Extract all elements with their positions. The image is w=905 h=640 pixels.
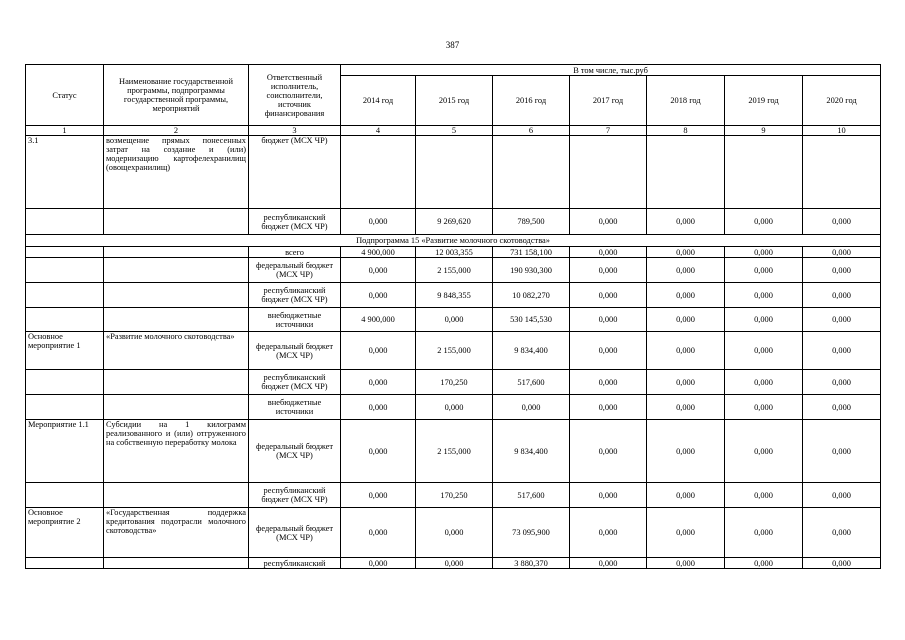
- header-year: 2014 год: [341, 76, 416, 126]
- value-cell: 0,000: [647, 308, 725, 332]
- header-year: 2015 год: [416, 76, 493, 126]
- status-cell: Основное мероприятие 2: [26, 508, 104, 558]
- column-index: 3: [249, 126, 341, 136]
- source-cell: республиканский бюджет (МСХ ЧР): [249, 370, 341, 395]
- column-index: 1: [26, 126, 104, 136]
- column-index: 4: [341, 126, 416, 136]
- value-cell: 0,000: [416, 558, 493, 569]
- column-index: 10: [803, 126, 881, 136]
- header-year: 2018 год: [647, 76, 725, 126]
- value-cell: 0,000: [647, 483, 725, 508]
- value-cell: 0,000: [341, 283, 416, 308]
- value-cell: 0,000: [341, 483, 416, 508]
- value-cell: 0,000: [647, 395, 725, 420]
- column-index: 2: [104, 126, 249, 136]
- table-row: [26, 483, 881, 508]
- value-cell: 0,000: [341, 558, 416, 569]
- name-cell: [104, 395, 249, 420]
- value-cell: 0,000: [493, 395, 570, 420]
- header-year: 2020 год: [803, 76, 881, 126]
- header-year: 2019 год: [725, 76, 803, 126]
- value-cell: 9 848,355: [416, 283, 493, 308]
- name-cell: Субсидии на 1 килограмм реализованного и (или) отгруженного на собственную переработку молока: [104, 420, 249, 483]
- value-cell: 4 900,000: [341, 247, 416, 258]
- value-cell: [803, 136, 881, 209]
- name-cell: [104, 558, 249, 569]
- value-cell: 2 155,000: [416, 420, 493, 483]
- value-cell: 0,000: [647, 370, 725, 395]
- value-cell: 0,000: [416, 308, 493, 332]
- source-cell: республиканский бюджет (МСХ ЧР): [249, 483, 341, 508]
- header-responsible: Ответственный исполнитель, соисполнители, источник финансирования: [249, 65, 341, 126]
- value-cell: 0,000: [570, 247, 647, 258]
- value-cell: 0,000: [341, 420, 416, 483]
- table-row: [26, 258, 881, 283]
- value-cell: 0,000: [341, 258, 416, 283]
- table-row: [26, 308, 881, 332]
- value-cell: 12 003,355: [416, 247, 493, 258]
- header-group: В том числе, тыс.руб: [341, 65, 881, 76]
- table-row: [26, 247, 881, 258]
- value-cell: 0,000: [803, 483, 881, 508]
- value-cell: 0,000: [725, 258, 803, 283]
- status-cell: [26, 247, 104, 258]
- value-cell: 170,250: [416, 483, 493, 508]
- name-cell: «Государственная поддержка кредитования подотрасли молочного скотоводства»: [104, 508, 249, 558]
- value-cell: 0,000: [570, 370, 647, 395]
- source-cell: республиканский бюджет (МСХ ЧР): [249, 283, 341, 308]
- value-cell: 3 880,370: [493, 558, 570, 569]
- value-cell: 0,000: [803, 308, 881, 332]
- table-row: [26, 283, 881, 308]
- value-cell: 0,000: [416, 395, 493, 420]
- value-cell: 789,500: [493, 209, 570, 235]
- value-cell: 0,000: [341, 370, 416, 395]
- value-cell: 0,000: [341, 209, 416, 235]
- table-row: [26, 420, 881, 483]
- value-cell: 0,000: [803, 283, 881, 308]
- status-cell: 3.1: [26, 136, 104, 209]
- value-cell: 0,000: [803, 247, 881, 258]
- value-cell: [570, 136, 647, 209]
- name-cell: «Развитие молочного скотоводства»: [104, 332, 249, 370]
- value-cell: 731 158,100: [493, 247, 570, 258]
- value-cell: [416, 136, 493, 209]
- value-cell: 517,600: [493, 483, 570, 508]
- name-cell: [104, 258, 249, 283]
- source-cell: федеральный бюджет (МСХ ЧР): [249, 332, 341, 370]
- table-row: [26, 136, 881, 209]
- header-name: Наименование государственной программы, подпрограммы государственной программы, мероприятий: [104, 65, 249, 126]
- value-cell: [725, 136, 803, 209]
- status-cell: Мероприятие 1.1: [26, 420, 104, 483]
- name-cell: [104, 209, 249, 235]
- status-cell: [26, 283, 104, 308]
- value-cell: 0,000: [570, 258, 647, 283]
- value-cell: 4 900,000: [341, 308, 416, 332]
- table-row: [26, 395, 881, 420]
- source-cell: внебюджетные источники: [249, 308, 341, 332]
- header-year: 2017 год: [570, 76, 647, 126]
- value-cell: [341, 136, 416, 209]
- status-cell: Основное мероприятие 1: [26, 332, 104, 370]
- value-cell: 0,000: [647, 332, 725, 370]
- value-cell: 170,250: [416, 370, 493, 395]
- value-cell: 0,000: [803, 258, 881, 283]
- column-index: 8: [647, 126, 725, 136]
- value-cell: 0,000: [341, 332, 416, 370]
- table-row: [26, 558, 881, 569]
- value-cell: 0,000: [647, 247, 725, 258]
- value-cell: 0,000: [647, 558, 725, 569]
- name-cell: [104, 483, 249, 508]
- status-cell: [26, 308, 104, 332]
- source-cell: внебюджетные источники: [249, 395, 341, 420]
- name-cell: [104, 370, 249, 395]
- value-cell: 2 155,000: [416, 332, 493, 370]
- value-cell: 0,000: [725, 508, 803, 558]
- header-year: 2016 год: [493, 76, 570, 126]
- value-cell: 0,000: [725, 209, 803, 235]
- value-cell: 0,000: [570, 332, 647, 370]
- value-cell: 0,000: [725, 332, 803, 370]
- table-row: [26, 370, 881, 395]
- column-index: 9: [725, 126, 803, 136]
- value-cell: 0,000: [416, 508, 493, 558]
- name-cell: [104, 283, 249, 308]
- value-cell: 0,000: [725, 420, 803, 483]
- value-cell: 0,000: [803, 370, 881, 395]
- value-cell: 0,000: [803, 332, 881, 370]
- value-cell: 0,000: [803, 395, 881, 420]
- value-cell: 0,000: [570, 308, 647, 332]
- value-cell: 9 269,620: [416, 209, 493, 235]
- value-cell: 0,000: [803, 420, 881, 483]
- value-cell: 9 834,400: [493, 420, 570, 483]
- value-cell: 0,000: [570, 558, 647, 569]
- table-row: [26, 332, 881, 370]
- value-cell: 0,000: [647, 283, 725, 308]
- value-cell: 0,000: [803, 508, 881, 558]
- value-cell: 0,000: [570, 395, 647, 420]
- value-cell: 190 930,300: [493, 258, 570, 283]
- value-cell: 2 155,000: [416, 258, 493, 283]
- value-cell: 0,000: [725, 247, 803, 258]
- value-cell: 0,000: [725, 283, 803, 308]
- source-cell: федеральный бюджет (МСХ ЧР): [249, 420, 341, 483]
- source-cell: федеральный бюджет (МСХ ЧР): [249, 508, 341, 558]
- value-cell: 73 095,900: [493, 508, 570, 558]
- column-index: 5: [416, 126, 493, 136]
- column-index: 7: [570, 126, 647, 136]
- source-cell: республиканский бюджет (МСХ ЧР): [249, 209, 341, 235]
- status-cell: [26, 258, 104, 283]
- section-title: Подпрограмма 15 «Развитие молочного скотоводства»: [26, 235, 881, 247]
- value-cell: 0,000: [341, 395, 416, 420]
- value-cell: 530 145,530: [493, 308, 570, 332]
- value-cell: [647, 136, 725, 209]
- value-cell: 0,000: [341, 508, 416, 558]
- name-cell: [104, 308, 249, 332]
- source-cell: федеральный бюджет (МСХ ЧР): [249, 258, 341, 283]
- value-cell: 0,000: [803, 209, 881, 235]
- value-cell: 10 082,270: [493, 283, 570, 308]
- value-cell: 0,000: [725, 370, 803, 395]
- status-cell: [26, 370, 104, 395]
- value-cell: 0,000: [647, 258, 725, 283]
- table-row: [26, 209, 881, 235]
- value-cell: 0,000: [570, 209, 647, 235]
- page-number: 387: [445, 40, 460, 50]
- table-row: [26, 508, 881, 558]
- status-cell: [26, 209, 104, 235]
- table-body: [26, 136, 881, 569]
- value-cell: 0,000: [570, 283, 647, 308]
- budget-table: [25, 64, 881, 569]
- status-cell: [26, 483, 104, 508]
- value-cell: 0,000: [570, 508, 647, 558]
- source-cell: республиканский: [249, 558, 341, 569]
- name-cell: [104, 247, 249, 258]
- name-cell: возмещение прямых понесенных затрат на создание и (или) модернизацию картофелехранилищ (овощехранилищ): [104, 136, 249, 209]
- source-cell: всего: [249, 247, 341, 258]
- status-cell: [26, 395, 104, 420]
- value-cell: 0,000: [725, 558, 803, 569]
- source-cell: бюджет (МСХ ЧР): [249, 136, 341, 209]
- value-cell: 0,000: [570, 420, 647, 483]
- value-cell: 0,000: [647, 508, 725, 558]
- value-cell: 0,000: [570, 483, 647, 508]
- status-cell: [26, 558, 104, 569]
- value-cell: 0,000: [725, 308, 803, 332]
- value-cell: 517,600: [493, 370, 570, 395]
- value-cell: 0,000: [803, 558, 881, 569]
- value-cell: [493, 136, 570, 209]
- value-cell: 0,000: [647, 420, 725, 483]
- value-cell: 0,000: [725, 483, 803, 508]
- column-index: 6: [493, 126, 570, 136]
- value-cell: 9 834,400: [493, 332, 570, 370]
- value-cell: 0,000: [647, 209, 725, 235]
- header-status: Статус: [26, 65, 104, 126]
- value-cell: 0,000: [725, 395, 803, 420]
- section-row: [26, 235, 881, 247]
